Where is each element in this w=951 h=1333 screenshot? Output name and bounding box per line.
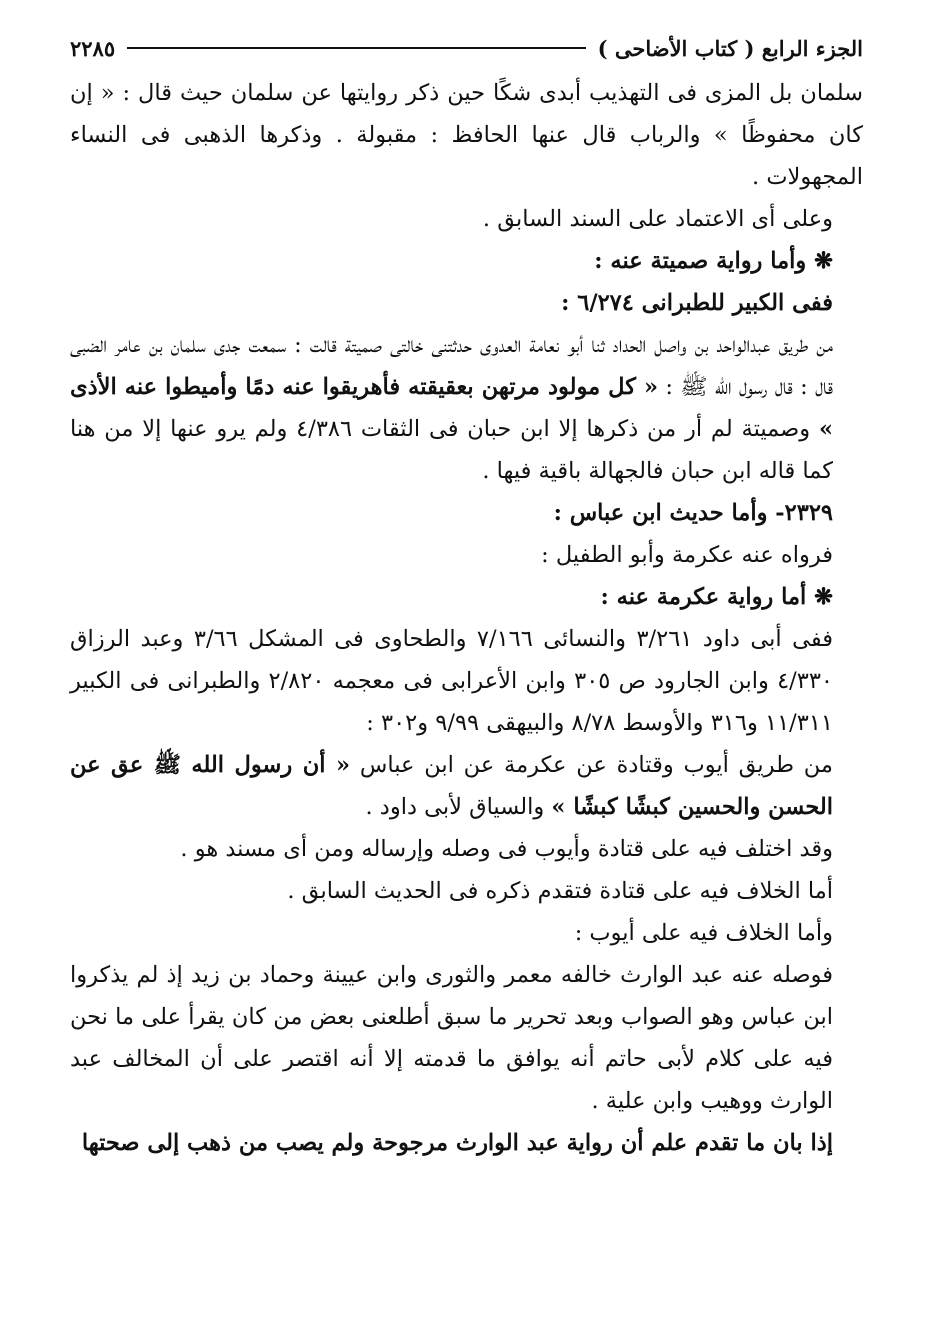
- section-heading-text: أما رواية عكرمة عنه :: [600, 584, 807, 610]
- hadith-quote: « كل مولود مرتهن بعقيقته فأهريقوا عنه دمًا وأميطوا عنه الأذى »: [70, 374, 833, 442]
- paragraph-11: إذا بان ما تقدم علم أن رواية عبد الوارث مرجوحة ولم يصب من ذهب إلى صحتها: [81, 1130, 833, 1156]
- section-heading-sumaytah: [70, 240, 863, 282]
- header-rule: [127, 47, 585, 49]
- asterisk-icon: ❋: [814, 584, 833, 610]
- commentary-text: وصميتة لم أر من ذكرها إلا ابن حبان فى الثقات ٤/٣٨٦ ولم يرو عنها إلا من هنا كما قاله ابن حبان فالجهالة باقية فيها .: [70, 416, 833, 484]
- commentary-text: والسياق لأبى داود .: [365, 794, 552, 820]
- section-heading-ikrimah: [70, 576, 863, 618]
- source-heading-tabarani: ففى الكبير للطبرانى ٦/٢٧٤ :: [561, 290, 833, 316]
- page-number: ٢٢٨٥: [70, 35, 116, 61]
- hadith-number-heading: ٢٣٢٩- وأما حديث ابن عباس :: [553, 500, 833, 526]
- paragraph-10: فوصله عنه عبد الوارث خالفه معمر والثورى وابن عيينة وحماد بن زيد إذ لم يذكروا ابن عباس وهو الصواب وبعد تحرير ما سبق أطلعنى بعض من كان يقرأ على ما نحن فيه على كلام لأبى حاتم أنه يوافق ما قدمته إلا أنه اقتصر على أن المخالف عبد الوارث ووهيب وابن علية .: [70, 962, 833, 1114]
- running-title: الجزء الرابع ( كتاب الأضاحى ): [597, 35, 863, 61]
- paragraph-4: فرواه عنه عكرمة وأبو الطفيل :: [541, 542, 833, 568]
- paragraph-7: وقد اختلف فيه على قتادة وأيوب فى وصله وإرساله ومن أى مسند هو .: [180, 836, 833, 862]
- isnad-text: من طريق أيوب وقتادة عن عكرمة عن ابن عباس: [350, 752, 833, 778]
- asterisk-icon: ❋: [814, 248, 833, 274]
- section-heading-text: وأما رواية صميتة عنه :: [594, 248, 807, 274]
- paragraph-3: [70, 324, 863, 492]
- isnad-text: من طريق عبدالواحد بن واصل الحداد ثنا أبو نعامة العدوى حدثتنى خالتى صميتة قالت : سمعت جدى سلمان بن عامر الضبى قال : قال رسول الله ﷺ :: [70, 332, 833, 400]
- running-head: [70, 30, 863, 66]
- page-body: [70, 72, 863, 1164]
- hadith-quote: « أن رسول الله ﷺ عق عن الحسن والحسين كبشًا كبشًا »: [70, 752, 833, 820]
- paragraph-9: وأما الخلاف فيه على أيوب :: [574, 920, 833, 946]
- paragraph-1: سلمان بل المزى فى التهذيب أبدى شكًا حين ذكر روايتها عن سلمان حيث قال : « إن كان محفوظًا » والرباب قال عنها الحافظ : مقبولة . وذكرها الذهبى فى النساء المجهولات .: [70, 80, 863, 190]
- paragraph-6: [70, 744, 863, 828]
- paragraph-8: أما الخلاف فيه على قتادة فتقدم ذكره فى الحديث السابق .: [287, 878, 833, 904]
- paragraph-5: ففى أبى داود ٣/٢٦١ والنسائى ٧/١٦٦ والطحاوى فى المشكل ٣/٦٦ وعبد الرزاق ٤/٣٣٠ وابن الجارود ص ٣٠٥ وابن الأعرابى فى معجمه ٢/٨٢٠ والطبرانى فى الكبير ١١/٣١١ و٣١٦ والأوسط ٨/٧٨ والبيهقى ٩/٩٩ و٣٠٢ :: [70, 626, 834, 736]
- paragraph-2: وعلى أى الاعتماد على السند السابق .: [482, 206, 833, 232]
